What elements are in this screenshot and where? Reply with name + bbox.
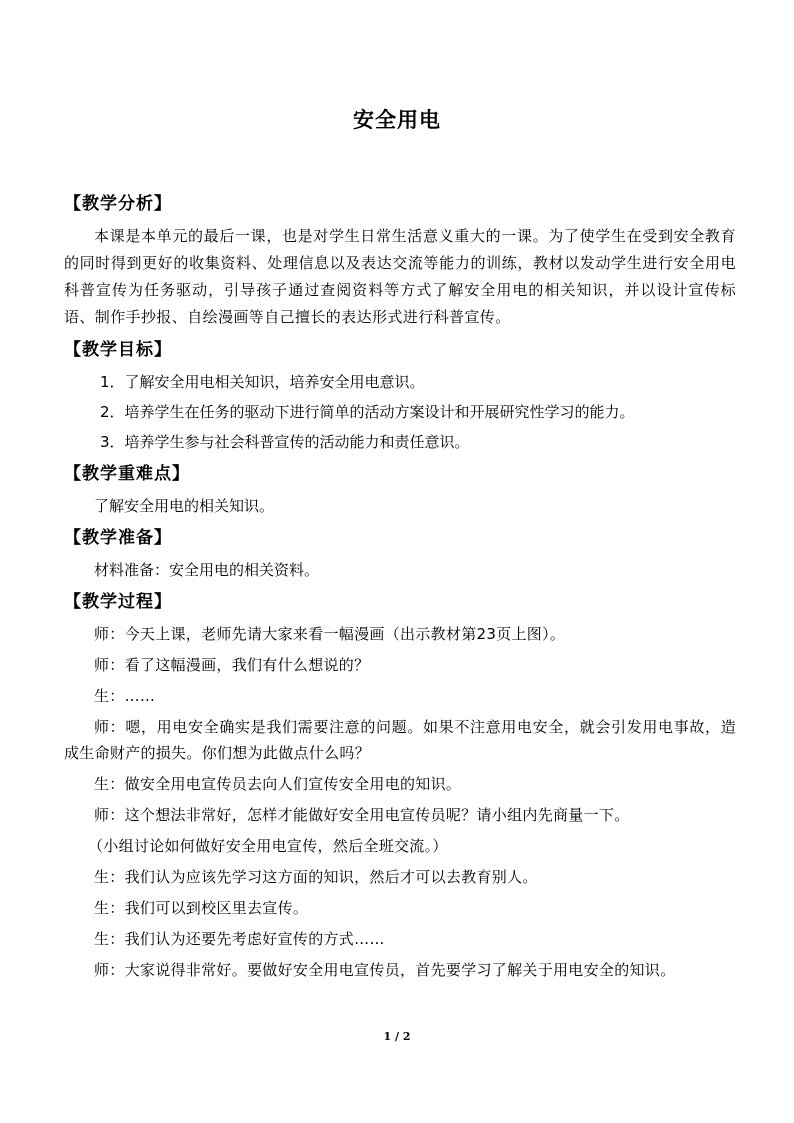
process-line-1: 师：今天上课，老师先请大家来看一幅漫画（出示教材第23页上图）。 bbox=[94, 625, 566, 643]
preparation-text: 材料准备：安全用电的相关资料。 bbox=[94, 561, 320, 579]
process-line-6: 师：这个想法非常好，怎样才能做好安全用电宣传员呢？请小组内先商量一下。 bbox=[94, 806, 630, 824]
process-line-4: 师：嗯，用电安全确实是我们需要注意的问题。如果不注意用电安全，就会引发用电事故，造成生命财产的损失。你们想为此做点什么吗？ bbox=[64, 718, 736, 762]
section-heading-analysis: 【教学分析】 bbox=[64, 194, 172, 214]
process-line-5: 生：做安全用电宣传员去向人们宣传安全用电的知识。 bbox=[94, 775, 462, 793]
document-title: 安全用电 bbox=[353, 107, 441, 132]
process-line-9: 生：我们可以到校区里去宣传。 bbox=[94, 899, 309, 917]
process-line-10: 生：我们认为还要先考虑好宣传的方式…… bbox=[94, 930, 385, 948]
process-line-8: 生：我们认为应该先学习这方面的知识，然后才可以去教育别人。 bbox=[94, 868, 538, 886]
section-heading-goals: 【教学目标】 bbox=[64, 340, 172, 360]
document-body bbox=[64, 187, 736, 988]
goal-item-3: 3．培养学生参与社会科普宣传的活动能力和责任意识。 bbox=[100, 433, 470, 451]
section-heading-process: 【教学过程】 bbox=[64, 592, 172, 612]
analysis-paragraph: 本课是本单元的最后一课，也是对学生日常生活意义重大的一课。为了使学生在受到安全教育的同时得到更好的收集资料、处理信息以及表达交流等能力的训练，教材以发动学生进行安全用电科普宣传为任务驱动，引导孩子通过查阅资料等方式了解安全用电的相关知识，并以设计宣传标语、制作手抄报、自绘漫画等自己擅长的表达形式进行科普宣传。 bbox=[64, 227, 736, 326]
goal-item-2: 2．培养学生在任务的驱动下进行简单的活动方案设计和开展研究性学习的能力。 bbox=[100, 403, 635, 421]
process-line-2: 师：看了这幅漫画，我们有什么想说的？ bbox=[94, 656, 370, 674]
goal-item-1: 1．了解安全用电相关知识，培养安全用电意识。 bbox=[100, 373, 425, 391]
section-heading-keypoints: 【教学重难点】 bbox=[64, 464, 190, 484]
page-number: 1 / 2 bbox=[383, 1030, 411, 1043]
process-line-3: 生：…… bbox=[94, 687, 156, 705]
process-line-11: 师：大家说得非常好。要做好安全用电宣传员，首先要学习了解关于用电安全的知识。 bbox=[94, 961, 676, 979]
process-line-7: （小组讨论如何做好安全用电宣传，然后全班交流。） bbox=[88, 837, 448, 855]
keypoints-text: 了解安全用电的相关知识。 bbox=[94, 497, 275, 515]
section-heading-preparation: 【教学准备】 bbox=[64, 528, 172, 548]
